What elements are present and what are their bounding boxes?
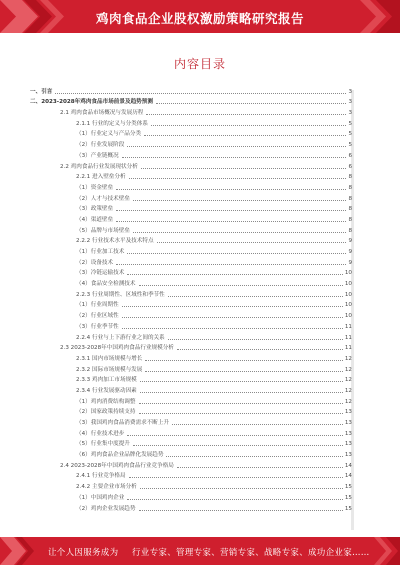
toc-entry[interactable] bbox=[30, 170, 352, 181]
toc-entry[interactable] bbox=[30, 202, 352, 213]
toc-entry-label: （2）设备技术 bbox=[76, 259, 114, 266]
toc-entry-label: 2.2.4 行业与上下游行业之间的关系 bbox=[76, 334, 165, 341]
toc-entry[interactable] bbox=[30, 127, 352, 138]
toc-entry[interactable] bbox=[30, 341, 352, 352]
toc-entry[interactable] bbox=[30, 137, 352, 148]
toc-entry[interactable] bbox=[30, 255, 352, 266]
toc-entry-label: （1）中国鸡肉企业 bbox=[76, 494, 125, 501]
toc-entry-page: 8 bbox=[348, 174, 352, 181]
toc-entry-page: 10 bbox=[344, 281, 352, 288]
toc-leader-dots bbox=[168, 339, 343, 340]
toc-entry-page: 5 bbox=[348, 142, 352, 149]
table-of-contents bbox=[30, 84, 352, 512]
toc-leader-dots bbox=[139, 403, 343, 404]
toc-entry[interactable] bbox=[30, 437, 352, 448]
toc-leader-dots bbox=[55, 93, 346, 94]
toc-entry-page: 10 bbox=[344, 302, 352, 309]
toc-leader-dots bbox=[116, 221, 346, 222]
toc-entry-label: 2.3 2023-2028年中国鸡肉食品行业规模分析 bbox=[60, 345, 174, 352]
toc-entry-page: 5 bbox=[348, 131, 352, 138]
toc-entry[interactable] bbox=[30, 426, 352, 437]
toc-entry[interactable] bbox=[30, 244, 352, 255]
toc-leader-dots bbox=[129, 178, 347, 179]
toc-entry-label: （4）食品安全检测技术 bbox=[76, 281, 136, 288]
toc-leader-dots bbox=[127, 499, 343, 500]
toc-leader-dots bbox=[116, 210, 346, 211]
toc-entry-page: 13 bbox=[344, 420, 352, 426]
toc-entry[interactable] bbox=[30, 308, 352, 319]
toc-entry[interactable] bbox=[30, 458, 352, 469]
toc-entry[interactable] bbox=[30, 351, 352, 362]
toc-leader-dots bbox=[168, 296, 343, 297]
toc-entry[interactable] bbox=[30, 180, 352, 191]
chevron-decoration-icon bbox=[340, 0, 400, 33]
toc-entry-page: 13 bbox=[344, 452, 352, 459]
toc-entry-page: 9 bbox=[348, 259, 352, 266]
toc-entry-page: 3 bbox=[348, 99, 352, 106]
toc-entry[interactable] bbox=[30, 479, 352, 490]
toc-entry-label: 2.2.1 进入壁垒分析 bbox=[76, 174, 126, 181]
toc-entry-label: 2.3.2 国际市场规模与发展 bbox=[76, 366, 143, 373]
toc-entry-label: （2）行业发展阶段 bbox=[76, 142, 125, 149]
toc-leader-dots bbox=[141, 168, 347, 169]
toc-leader-dots bbox=[122, 328, 343, 329]
toc-entry[interactable] bbox=[30, 394, 352, 405]
toc-entry[interactable] bbox=[30, 148, 352, 159]
toc-leader-dots bbox=[122, 317, 343, 318]
toc-entry-page: 14 bbox=[344, 462, 352, 469]
toc-entry-label: （5）行业集中度提升 bbox=[76, 441, 130, 448]
toc-leader-dots bbox=[145, 371, 343, 372]
toc-entry-label: 2.4.2 主要企业市场分析 bbox=[76, 484, 137, 491]
toc-entry-label: （1）行业定义与产品分类 bbox=[76, 131, 142, 138]
toc-entry[interactable] bbox=[30, 287, 352, 298]
toc-entry-page: 10 bbox=[344, 313, 352, 320]
toc-entry-label: （2）人才与技术壁垒 bbox=[76, 195, 130, 202]
toc-entry[interactable] bbox=[30, 405, 352, 416]
toc-entry-label: （2）行业区域性 bbox=[76, 313, 119, 320]
toc-leader-dots bbox=[127, 435, 343, 436]
toc-entry[interactable] bbox=[30, 223, 352, 234]
toc-entry[interactable] bbox=[30, 330, 352, 341]
toc-entry-label: （3）我国鸡肉食品消费需求不断上升 bbox=[76, 420, 170, 426]
toc-entry[interactable] bbox=[30, 234, 352, 245]
toc-leader-dots bbox=[116, 264, 346, 265]
toc-leader-dots bbox=[129, 477, 343, 478]
toc-leader-dots bbox=[151, 125, 346, 126]
toc-entry-page: 13 bbox=[344, 441, 352, 448]
toc-leader-dots bbox=[139, 413, 343, 414]
toc-entry-page: 11 bbox=[344, 334, 352, 341]
toc-entry-page: 10 bbox=[344, 270, 352, 277]
toc-entry-label: 2.4 2023-2028年中国鸡肉食品行业竞争格局 bbox=[60, 462, 174, 469]
toc-leader-dots bbox=[156, 103, 346, 104]
toc-leader-dots bbox=[140, 392, 343, 393]
toc-entry[interactable] bbox=[30, 319, 352, 330]
toc-entry-label: （4）行业技术进步 bbox=[76, 430, 125, 437]
toc-entry-label: 2.4.1 行业竞争格局 bbox=[76, 473, 126, 480]
toc-entry-page: 13 bbox=[344, 409, 352, 416]
toc-entry-label: 2.1.1 行业的定义与分类体系 bbox=[76, 120, 148, 127]
toc-entry[interactable] bbox=[30, 490, 352, 501]
toc-entry-page: 3 bbox=[348, 88, 352, 95]
toc-entry-label: （3）产业链概况 bbox=[76, 152, 119, 159]
toc-entry-page: 6 bbox=[348, 163, 352, 170]
toc-leader-dots bbox=[172, 424, 343, 425]
toc-entry[interactable] bbox=[30, 95, 352, 106]
toc-entry[interactable] bbox=[30, 362, 352, 373]
toc-entry-page: 9 bbox=[348, 238, 352, 245]
toc-entry-page: 12 bbox=[344, 387, 352, 394]
toc-entry-label: 2.2.3 行业周期性、区域性和季节性 bbox=[76, 291, 165, 298]
footer-slogan: 让个人因服务成为 bbox=[48, 548, 119, 558]
toc-leader-dots bbox=[133, 232, 347, 233]
toc-entry-label: 2.1 鸡肉食品市场概况与发展历程 bbox=[60, 110, 144, 117]
toc-entry-label: 2.3.1 国内市场规模与增长 bbox=[76, 355, 143, 362]
toc-entry-page: 14 bbox=[344, 473, 352, 480]
toc-entry[interactable] bbox=[30, 212, 352, 223]
toc-leader-dots bbox=[122, 306, 343, 307]
chevron-decoration-icon bbox=[0, 537, 40, 565]
toc-entry-page: 15 bbox=[344, 494, 352, 501]
toc-entry[interactable] bbox=[30, 469, 352, 480]
toc-entry-label: （1）行业周期性 bbox=[76, 302, 119, 309]
toc-entry-page: 8 bbox=[348, 195, 352, 202]
toc-leader-dots bbox=[127, 274, 343, 275]
toc-entry-page: 8 bbox=[348, 206, 352, 213]
toc-entry-page: 11 bbox=[344, 323, 352, 330]
toc-entry[interactable] bbox=[30, 447, 352, 458]
toc-entry[interactable] bbox=[30, 159, 352, 170]
toc-leader-dots bbox=[140, 381, 343, 382]
toc-entry[interactable] bbox=[30, 415, 352, 426]
toc-entry-page: 10 bbox=[344, 291, 352, 298]
toc-entry-page: 3 bbox=[348, 110, 352, 117]
toc-leader-dots bbox=[145, 360, 343, 361]
toc-leader-dots bbox=[116, 189, 346, 190]
toc-entry-label: （6）鸡肉食品企业品牌化发展趋势 bbox=[76, 452, 164, 459]
toc-entry-page: 12 bbox=[344, 377, 352, 384]
toc-entry-label: 2.3.3 鸡肉加工市场规模 bbox=[76, 377, 137, 384]
toc-entry-label: （4）渠道壁垒 bbox=[76, 216, 114, 223]
toc-entry-page: 8 bbox=[348, 184, 352, 191]
header-band bbox=[0, 0, 400, 33]
toc-leader-dots bbox=[177, 467, 343, 468]
toc-entry-page: 13 bbox=[344, 430, 352, 437]
toc-entry-label: （5）品牌与市场壁垒 bbox=[76, 227, 130, 234]
toc-leader-dots bbox=[139, 510, 343, 511]
toc-entry-label: 二、2023-2028年鸡肉食品市场前景及趋势预测 bbox=[30, 99, 153, 106]
toc-entry-label: （2）鸡肉企业发展趋势 bbox=[76, 505, 136, 512]
toc-entry-label: （3）行业季节性 bbox=[76, 323, 119, 330]
toc-entry-label: （1）鸡肉消费结构调整 bbox=[76, 398, 136, 405]
toc-leader-dots bbox=[122, 157, 347, 158]
toc-entry-label: （1）行业加工技术 bbox=[76, 249, 125, 255]
toc-entry[interactable] bbox=[30, 105, 352, 116]
toc-entry-page: 11 bbox=[344, 345, 352, 352]
footer-roles: 行业专家、管理专家、营销专家、战略专家、成功企业家…… bbox=[132, 548, 370, 558]
toc-entry[interactable] bbox=[30, 191, 352, 202]
toc-entry-label: （2）国家政策持续支持 bbox=[76, 409, 136, 416]
toc-entry-page: 9 bbox=[348, 249, 352, 255]
toc-leader-dots bbox=[127, 253, 346, 254]
toc-entry-page: 12 bbox=[344, 366, 352, 373]
toc-leader-dots bbox=[166, 456, 342, 457]
toc-leader-dots bbox=[177, 349, 343, 350]
toc-entry-label: （3）政策壁垒 bbox=[76, 206, 114, 213]
toc-leader-dots bbox=[144, 135, 346, 136]
toc-entry-label: 2.2.2 行业技术水平及技术特点 bbox=[76, 238, 154, 245]
toc-entry[interactable] bbox=[30, 373, 352, 384]
toc-leader-dots bbox=[157, 242, 347, 243]
toc-entry-label: 一、引言 bbox=[30, 88, 53, 95]
toc-heading: 内容目录 bbox=[173, 57, 226, 71]
toc-leader-dots bbox=[133, 200, 347, 201]
toc-entry-page: 6 bbox=[348, 152, 352, 159]
toc-entry-page: 15 bbox=[344, 484, 352, 491]
toc-entry-label: 2.3.4 行业发展驱动因素 bbox=[76, 387, 137, 394]
toc-entry[interactable] bbox=[30, 298, 352, 309]
toc-entry-page: 8 bbox=[348, 216, 352, 223]
footer-band bbox=[0, 537, 400, 565]
toc-entry[interactable] bbox=[30, 84, 352, 95]
toc-entry-page: 8 bbox=[348, 227, 352, 234]
toc-entry-page: 12 bbox=[344, 355, 352, 362]
toc-leader-dots bbox=[146, 114, 346, 115]
toc-leader-dots bbox=[139, 285, 343, 286]
toc-entry[interactable] bbox=[30, 276, 352, 287]
toc-entry-label: （3）冷链运输技术 bbox=[76, 270, 125, 277]
toc-leader-dots bbox=[133, 445, 343, 446]
toc-entry-page: 15 bbox=[344, 505, 352, 512]
toc-entry-page: 5 bbox=[348, 120, 352, 127]
report-title: 鸡肉食品企业股权激励策略研究报告 bbox=[95, 11, 304, 26]
toc-entry[interactable] bbox=[30, 266, 352, 277]
toc-entry[interactable] bbox=[30, 383, 352, 394]
toc-entry[interactable] bbox=[30, 501, 352, 512]
toc-entry-label: 2.2 鸡肉食品行业发展现状分析 bbox=[60, 163, 138, 170]
toc-entry[interactable] bbox=[30, 116, 352, 127]
toc-entry-page: 12 bbox=[344, 398, 352, 405]
toc-leader-dots bbox=[127, 146, 346, 147]
toc-entry-label: （1）资金壁垒 bbox=[76, 184, 114, 191]
toc-leader-dots bbox=[140, 488, 343, 489]
chevron-decoration-icon bbox=[360, 537, 400, 565]
